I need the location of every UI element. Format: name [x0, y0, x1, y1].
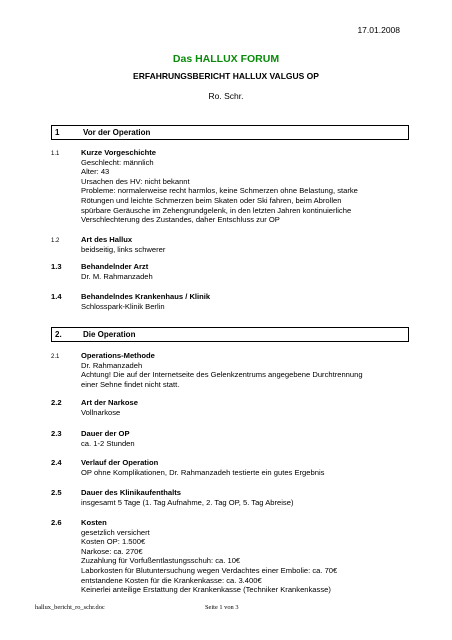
item-number: 1.2	[51, 238, 60, 244]
item-line: Alter: 43	[81, 167, 110, 177]
item-line: entstandene Kosten für die Krankenkasse: ca. 3.400€	[81, 575, 262, 585]
item-heading: Verlauf der Operation	[81, 458, 159, 467]
item-line: Rötungen und leichte Schmerzen beim Skaten oder Ski fahren, beim Abrollen	[81, 195, 342, 205]
item-number: 2.6	[51, 518, 62, 527]
item-line: insgesamt 5 Tage (1. Tag Aufnahme, 2. Tag OP, 5. Tag Abreise)	[81, 497, 294, 507]
item-number: 2.2	[51, 398, 62, 407]
item-number: 1.3	[51, 262, 62, 271]
item-heading: Dauer des Klinikaufenthalts	[81, 488, 182, 497]
item-heading: Behandelnder Arzt	[81, 262, 149, 271]
item-2-3	[51, 429, 411, 448]
item-line: Kosten OP: 1.500€	[81, 537, 146, 547]
document-author: Ro. Schr.	[208, 91, 244, 101]
item-line: OP ohne Komplikationen, Dr. Rahmanzadeh testierte ein gutes Ergebnis	[81, 467, 325, 477]
section-label: Die Operation	[83, 330, 136, 339]
item-1-2	[51, 235, 411, 254]
section-label: Vor der Operation	[83, 128, 151, 137]
section-number: 1	[55, 128, 60, 137]
item-line: Ursachen des HV: nicht bekannt	[81, 176, 190, 186]
item-1-1	[51, 148, 411, 225]
item-heading: Kurze Vorgeschichte	[81, 148, 156, 157]
item-line: Zuzahlung für Vorfußentlastungsschuh: ca. 10€	[81, 556, 241, 566]
item-line: spürbare Geräusche im Zehengrundgelenk, in den letzten Jahren kontinuierliche	[81, 205, 352, 215]
item-line: Vollnarkose	[81, 407, 121, 417]
item-line: ca. 1-2 Stunden	[81, 438, 135, 448]
footer-page-number: Seite 1 von 3	[205, 604, 239, 611]
section-header-1	[51, 125, 409, 140]
item-line: Geschlecht: männlich	[81, 157, 154, 167]
item-line: Keinerlei anteilige Erstattung der Krankenkasse (Techniker Krankenkasse)	[81, 585, 331, 595]
item-line: Laborkosten für Blutuntersuchung wegen Verdachtes einer Embolie: ca. 70€	[81, 565, 338, 575]
document-date: 17.01.2008	[357, 25, 400, 35]
item-heading: Behandelndes Krankenhaus / Klinik	[81, 292, 211, 301]
section-header-2	[51, 327, 409, 342]
item-1-4	[51, 292, 411, 311]
item-line: beidseitig, links schwerer	[81, 244, 166, 254]
item-heading: Art der Narkose	[81, 398, 138, 407]
item-heading: Art des Hallux	[81, 235, 133, 244]
item-2-2	[51, 398, 411, 417]
document-subtitle: ERFAHRUNGSBERICHT HALLUX VALGUS OP	[133, 71, 319, 81]
item-2-1	[51, 351, 411, 389]
item-number: 1.4	[51, 292, 62, 301]
item-line: Probleme: normalerweise recht harmlos, keine Schmerzen ohne Belastung, starke	[81, 186, 358, 196]
item-line: Verschlechterung des Zustandes, daher Entschluss zur OP	[81, 215, 280, 225]
item-line: Narkose: ca. 270€	[81, 546, 143, 556]
item-1-3	[51, 262, 411, 281]
item-line: Achtung! Die auf der Internetseite des Gelenkzentrums angegebene Durchtrennung	[81, 370, 363, 380]
item-2-6	[51, 518, 411, 595]
item-line: einer Sehne findet nicht statt.	[81, 379, 180, 389]
item-2-4	[51, 458, 411, 477]
item-heading: Kosten	[81, 518, 107, 527]
footer-filename: hallux_bericht_ro_schr.doc	[35, 604, 105, 611]
item-line: Schlosspark-Klinik Berlin	[81, 301, 165, 311]
section-number: 2.	[55, 330, 62, 339]
item-line: Dr. M. Rahmanzadeh	[81, 271, 153, 281]
item-number: 2.3	[51, 429, 62, 438]
item-number: 1.1	[51, 151, 60, 157]
item-heading: Dauer der OP	[81, 429, 130, 438]
document-title: Das HALLUX FORUM	[172, 53, 280, 65]
item-line: gesetzlich versichert	[81, 527, 150, 537]
item-heading: Operations-Methode	[81, 351, 155, 360]
item-2-5	[51, 488, 411, 507]
item-number: 2.1	[51, 354, 60, 360]
item-line: Dr. Rahmanzadeh	[81, 360, 143, 370]
item-number: 2.5	[51, 488, 62, 497]
item-number: 2.4	[51, 458, 62, 467]
